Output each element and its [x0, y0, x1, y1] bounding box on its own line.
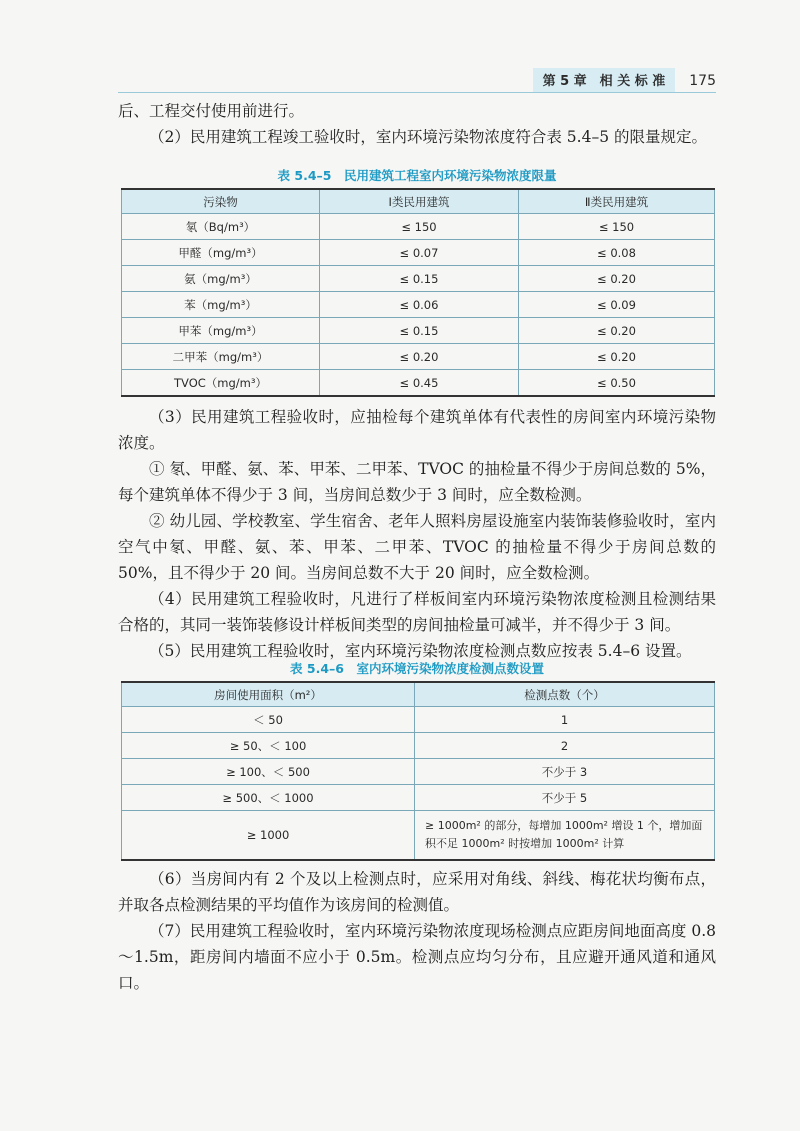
table-row: [122, 240, 715, 266]
table-header-cell: 检测点数（个）: [415, 682, 715, 707]
table-cell: 1: [415, 707, 715, 733]
table-row: [122, 759, 715, 785]
table-header-cell: 污染物: [122, 189, 320, 214]
paragraph-5: （5）民用建筑工程验收时，室内环境污染物浓度检测点数应按表 5.4–6 设置。: [149, 642, 692, 660]
paragraph-6: （6）当房间内有 2 个及以上检测点时，应采用对角线、斜线、梅花状均衡布点，并取各点检测结果的平均值作为该房间的检测值。: [118, 870, 716, 914]
page-number: 175: [689, 73, 716, 89]
table-cell: 甲醛（mg/m³）: [122, 240, 320, 266]
table-header-cell: Ⅰ类民用建筑: [320, 189, 519, 214]
paragraph-3a: ① 氡、甲醛、氨、苯、甲苯、二甲苯、TVOC 的抽检量不得少于房间总数的 5%，每个建筑单体不得少于 3 间，当房间总数少于 3 间时，应全数检测。: [118, 460, 716, 504]
table-cell: ＜ 50: [122, 707, 415, 733]
table-cell: 甲苯（mg/m³）: [122, 318, 320, 344]
paragraph-7: （7）民用建筑工程验收时，室内环境污染物浓度现场检测点应距房间地面高度 0.8～1.5m，距房间内墙面不应小于 0.5m。检测点应均匀分布，且应避开通风道和通风口。: [118, 922, 716, 992]
table-cell: 不少于 3: [415, 759, 715, 785]
table-row: [122, 785, 715, 811]
table-cell: ≤ 0.45: [320, 370, 519, 397]
table-cell: ≤ 0.15: [320, 318, 519, 344]
table-cell: 二甲苯（mg/m³）: [122, 344, 320, 370]
table-cell: 2: [415, 733, 715, 759]
table-row: [122, 370, 715, 397]
paragraph-3: （3）民用建筑工程验收时，应抽检每个建筑单体有代表性的房间室内环境污染物浓度。: [118, 408, 716, 452]
table-cell: ≤ 150: [320, 214, 519, 240]
body-text-bottom: [118, 866, 716, 996]
table-cell: ≤ 0.15: [320, 266, 519, 292]
table-header-row: [122, 189, 715, 214]
table-row: [122, 707, 715, 733]
chapter-title: 第 5 章 相 关 标 准: [533, 68, 676, 92]
table-cell: ≤ 0.07: [320, 240, 519, 266]
table-cell: ≥ 50、＜ 100: [122, 733, 415, 759]
body-text-middle: [118, 404, 716, 664]
table-cell: ≤ 0.08: [519, 240, 715, 266]
paragraph-4: （4）民用建筑工程验收时，凡进行了样板间室内环境污染物浓度检测且检测结果合格的，其同一装饰装修设计样板间类型的房间抽检量可减半，并不得少于 3 间。: [118, 590, 716, 634]
running-header: [118, 64, 716, 93]
table-row: [122, 811, 715, 861]
table-header-cell: Ⅱ类民用建筑: [519, 189, 715, 214]
table-cell: ≤ 0.20: [320, 344, 519, 370]
table-row: [122, 344, 715, 370]
table-row: [122, 214, 715, 240]
table-row: [122, 318, 715, 344]
table-cell: ≤ 0.09: [519, 292, 715, 318]
table-cell: ≥ 1000: [122, 811, 415, 861]
table-cell: 氨（mg/m³）: [122, 266, 320, 292]
body-text-top: [118, 98, 716, 150]
table-row: [122, 292, 715, 318]
table1-caption: 表 5.4–5 民用建筑工程室内环境污染物浓度限量: [277, 168, 557, 183]
paragraph-continuation: 后、工程交付使用前进行。: [118, 102, 305, 120]
table-cell: ≥ 1000m² 的部分，每增加 1000m² 增设 1 个，增加面积不足 1000m² 时按增加 1000m² 计算: [415, 811, 715, 861]
table2-caption: 表 5.4–6 室内环境污染物浓度检测点数设置: [290, 661, 544, 676]
table-cell: ≤ 0.50: [519, 370, 715, 397]
table-cell: ≤ 0.20: [519, 344, 715, 370]
table-cell: 苯（mg/m³）: [122, 292, 320, 318]
table-cell: TVOC（mg/m³）: [122, 370, 320, 397]
table-header-row: [122, 682, 715, 707]
table-row: [122, 733, 715, 759]
paragraph-2: （2）民用建筑工程竣工验收时，室内环境污染物浓度符合表 5.4–5 的限量规定。: [149, 128, 707, 146]
pollutant-limit-table: [121, 188, 715, 397]
paragraph-3b: ② 幼儿园、学校教室、学生宿舍、老年人照料房屋设施室内装饰装修验收时，室内空气中氡、甲醛、氨、苯、甲苯、二甲苯、TVOC 的抽检量不得少于房间总数的 50%，且不得少于 20 间。当房间总数不大于 20 间时，应全数检测。: [118, 512, 716, 582]
table-header-cell: 房间使用面积（m²）: [122, 682, 415, 707]
sampling-points-table: [121, 681, 715, 861]
table-cell: ≤ 0.20: [519, 318, 715, 344]
table-cell: 氡（Bq/m³）: [122, 214, 320, 240]
table-cell: ≤ 0.06: [320, 292, 519, 318]
table-cell: ≤ 0.20: [519, 266, 715, 292]
table-cell: ≤ 150: [519, 214, 715, 240]
table-row: [122, 266, 715, 292]
table-cell: 不少于 5: [415, 785, 715, 811]
table-cell: ≥ 100、＜ 500: [122, 759, 415, 785]
table-cell: ≥ 500、＜ 1000: [122, 785, 415, 811]
